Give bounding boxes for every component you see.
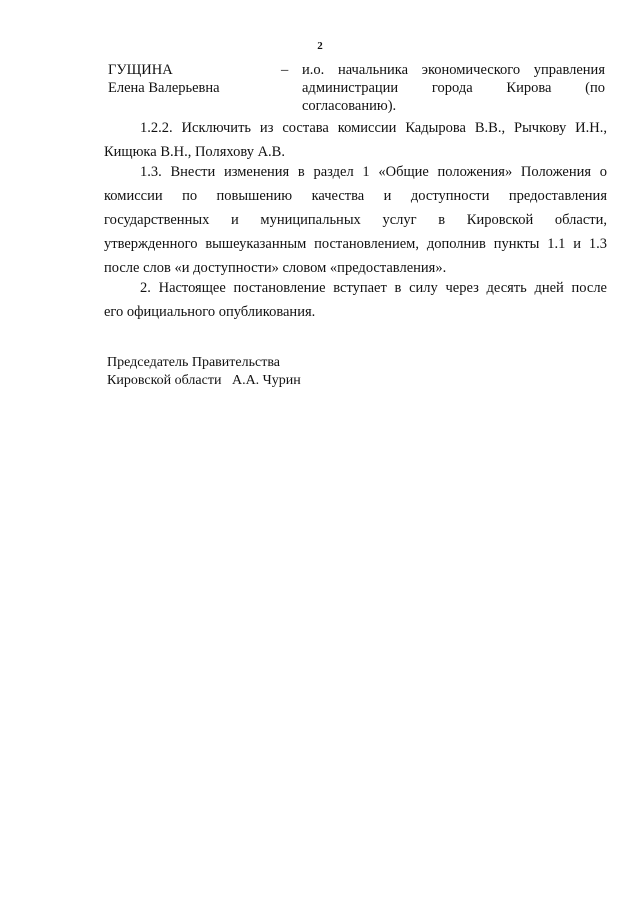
paragraph-line: государственных и муниципальных услуг в Кировской области,: [104, 212, 607, 228]
paragraph-line: его официального опубликования.: [104, 304, 316, 320]
paragraph-line: Кищюка В.Н., Поляхову А.В.: [104, 144, 285, 160]
paragraph-line: 1.3. Внести изменения в раздел 1 «Общие положения» Положения о: [140, 164, 607, 180]
member-dash: –: [281, 62, 289, 78]
paragraph-1-2-2: [104, 116, 607, 164]
paragraph-1-3: [104, 160, 607, 280]
paragraph-line: утвержденного вышеуказанным постановлением, дополнив пункты 1.1 и 1.3: [104, 236, 607, 252]
member-role-line: администрации города Кирова (по: [302, 80, 605, 96]
paragraph-line: комиссии по повышению качества и доступности предоставления: [104, 188, 607, 204]
member-role: [302, 61, 605, 115]
member-role-line: и.о. начальника экономического управления: [302, 62, 605, 78]
signature-title: Председатель Правительства: [107, 355, 280, 370]
member-surname: ГУЩИНА: [108, 62, 173, 78]
paragraph-line: 2. Настоящее постановление вступает в силу через десять дней после: [140, 280, 607, 296]
paragraph-line: после слов «и доступности» словом «предоставления».: [104, 260, 447, 276]
member-name: [108, 61, 268, 97]
signature-block: [107, 354, 301, 390]
member-role-line: согласованию).: [302, 98, 397, 114]
page-number: 2: [317, 40, 323, 52]
paragraph-line: 1.2.2. Исключить из состава комиссии Кадырова В.В., Рычкову И.Н.,: [140, 120, 607, 136]
signature-name: Кировской области А.А. Чурин: [107, 373, 301, 388]
member-given-names: Елена Валерьевна: [108, 80, 220, 96]
paragraph-2: [104, 276, 607, 324]
